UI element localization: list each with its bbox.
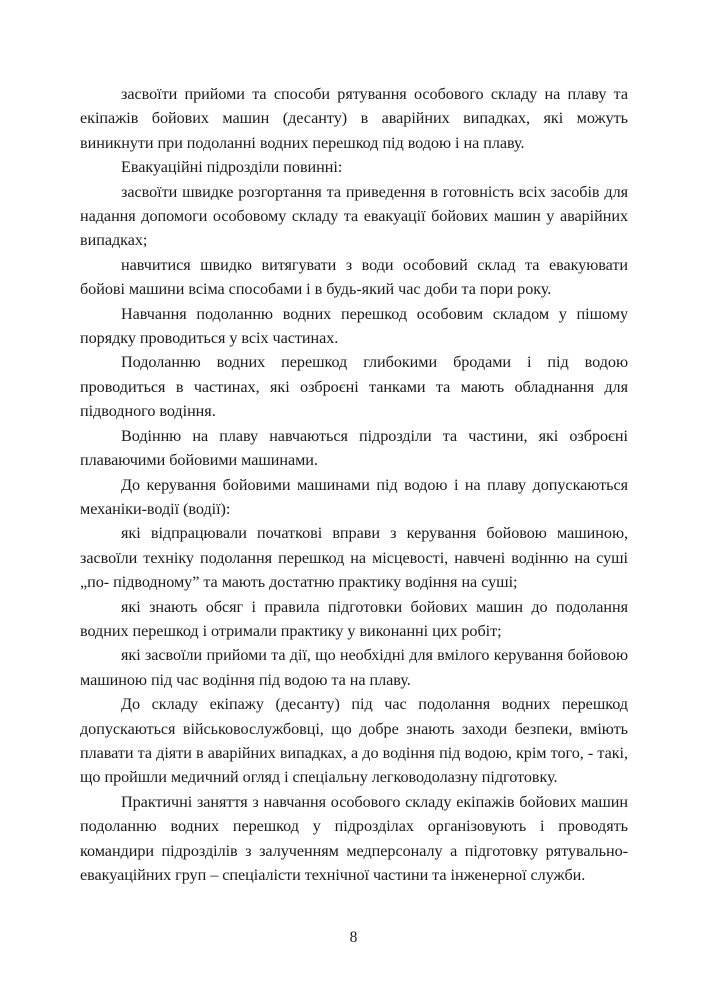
paragraph-6: Подоланню водних перешкод глибокими бродами і під водою проводиться в частинах, які озброєні танками та мають обладнання для підводного водіння. [80,353,628,421]
body-text [80,82,628,887]
paragraph-11: які засвоїли прийоми та дії, що необхідні для вмілого керування бойовою машиною під час водіння під водою та на плаву. [80,646,628,689]
paragraph-13: Практичні заняття з навчання особового складу екіпажів бойових машин подоланню водних перешкод у підрозділах організовують і проводять командири підрозділів з залученням медперсоналу а підготовку рятувально-евакуаційних груп – спеціалісти технічної частини та інженерної служби. [80,792,628,884]
paragraph-2: Евакуаційні підрозділи повинні: [121,158,343,177]
paragraph-9: які відпрацювали початкові вправи з керування бойовою машиною, засвоїли техніку подолання перешкод на місцевості, навчені водінню на суші „по- підводному” та мають достатню практику водіння на суші; [80,524,628,592]
page-number: 8 [349,929,358,946]
paragraph-12: До складу екіпажу (десанту) під час подолання водних перешкод допускаються військовослужбовці, що добре знають заходи безпеки, вміють плавати та діяти в аварійних випадках, а до водіння під водою, крім того, - такі, що пройшли медичний огляд і спеціальну легководолазну підготовку. [80,695,628,787]
paragraph-3: засвоїти швидке розгортання та приведення в готовність всіх засобів для надання допомоги особовому складу та евакуації бойових машин у аварійних випадках; [80,182,628,250]
paragraph-1: засвоїти прийоми та способи рятування особового складу на плаву та екіпажів бойових машин (десанту) в аварійних випадках, які можуть виникнути при подоланні водних перешкод під водою і на плаву. [80,85,628,152]
paragraph-10: які знають обсяг і правила підготовки бойових машин до подолання водних перешкод і отримали практику у виконанні цих робіт; [80,597,628,640]
paragraph-4: навчитися швидко витягувати з води особовий склад та евакуювати бойові машини всіма способами і в будь-який час доби та пори року. [80,255,628,299]
paragraph-5: Навчання подоланню водних перешкод особовим складом у пішому порядку проводиться у всіх частинах. [80,304,628,348]
paragraph-8: До керування бойовими машинами під водою і на плаву допускаються механіки-водії (водії): [80,475,628,518]
paragraph-7: Водінню на плаву навчаються підрозділи та частини, які озброєні плаваючими бойовими машинами. [80,426,628,470]
